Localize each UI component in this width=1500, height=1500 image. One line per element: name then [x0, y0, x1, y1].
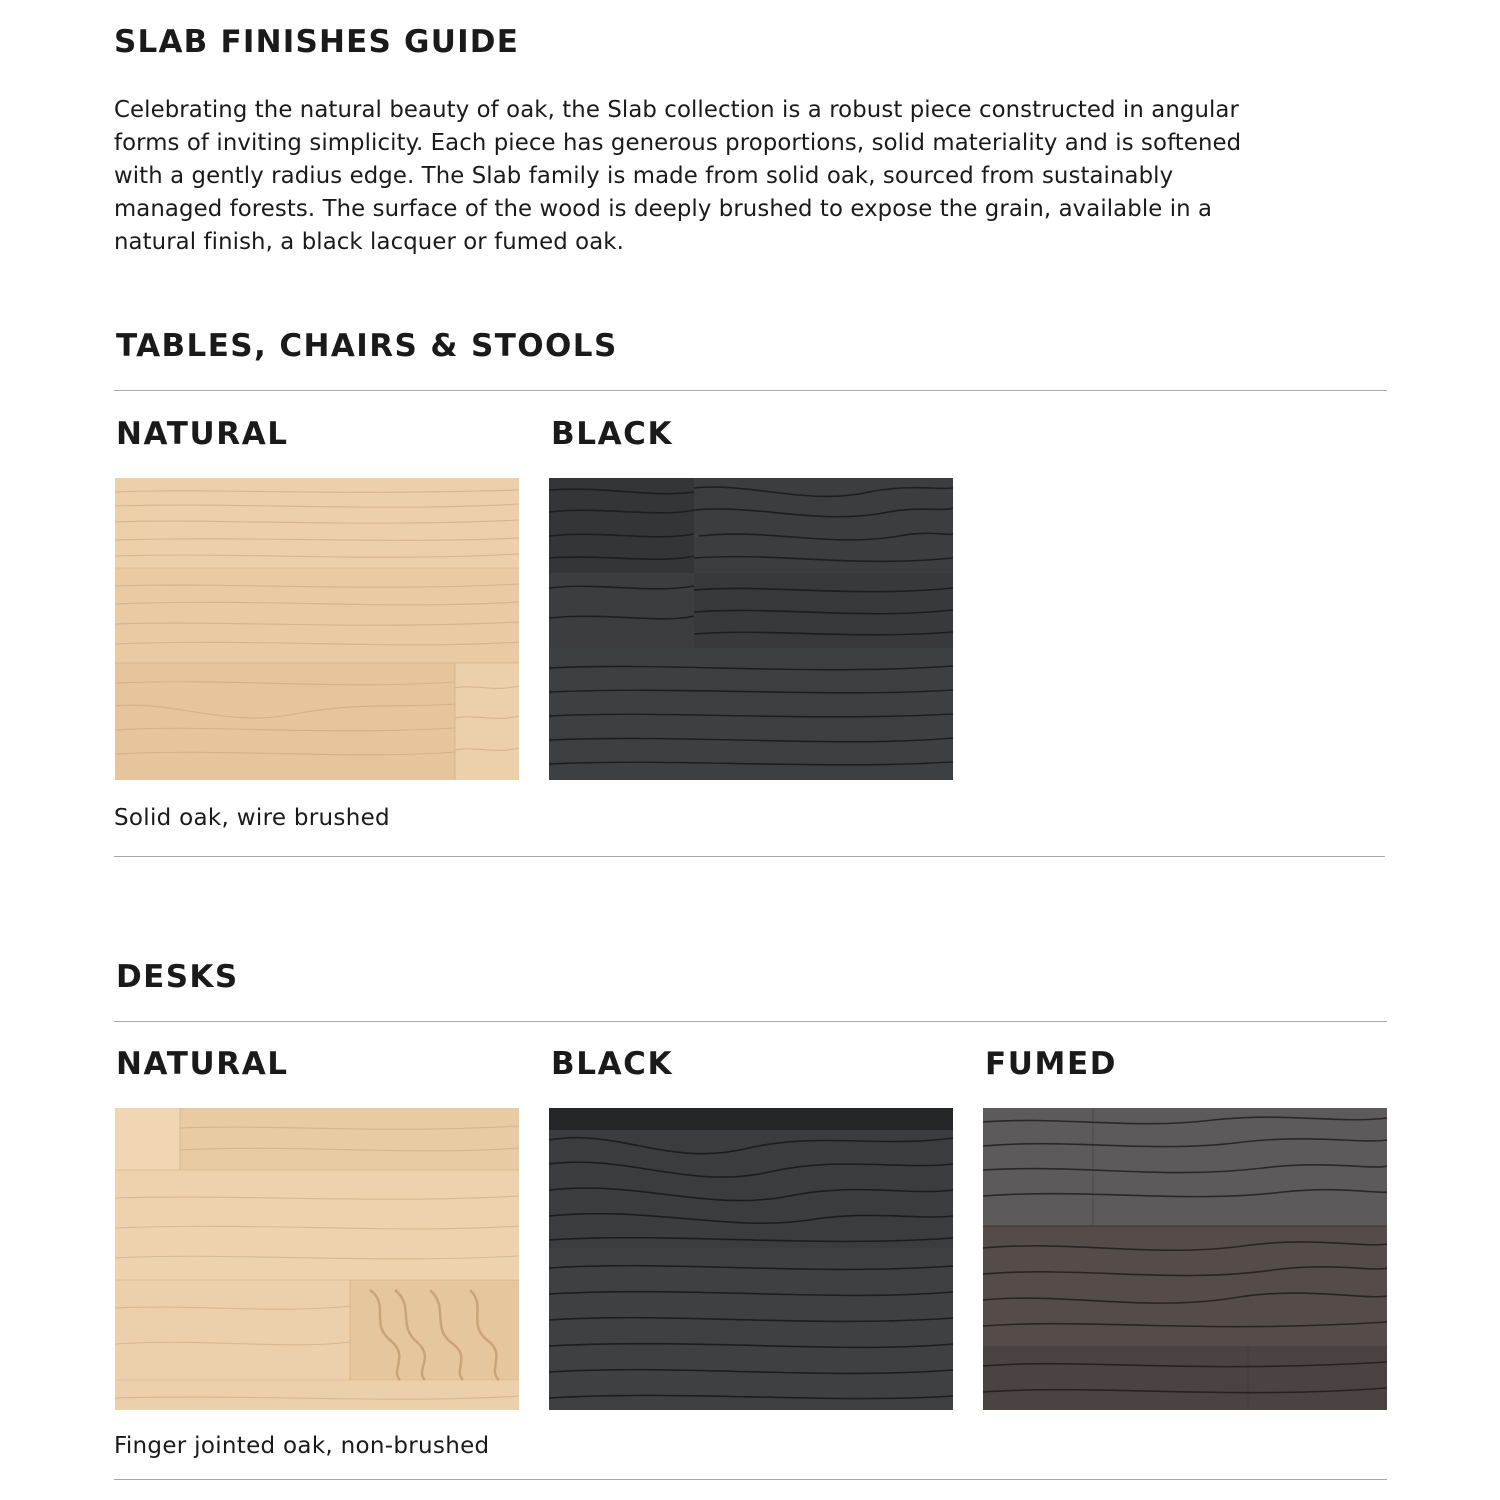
black-oak-swatch [549, 1108, 953, 1410]
section-divider [114, 856, 1385, 857]
section-title-tables: TABLES, CHAIRS & STOOLS [116, 328, 618, 364]
section-divider [114, 390, 1387, 391]
intro-paragraph [114, 94, 1376, 259]
section-title-desks: DESKS [116, 959, 239, 995]
finish-label-fumed: FUMED [985, 1046, 1118, 1082]
natural-oak-swatch [115, 1108, 519, 1410]
page-title: SLAB FINISHES GUIDE [114, 24, 520, 60]
intro-line: forms of inviting simplicity. Each piece has generous proportions, solid materiality and is softened [114, 130, 1242, 156]
finish-caption: Finger jointed oak, non-brushed [114, 1433, 490, 1459]
section-divider [114, 1021, 1387, 1022]
intro-line: with a gently radius edge. The Slab family is made from solid oak, sourced from sustainably [114, 163, 1174, 189]
finish-label-black: BLACK [551, 416, 674, 452]
finish-label-natural: NATURAL [116, 416, 289, 452]
finish-label-black: BLACK [551, 1046, 674, 1082]
finish-caption: Solid oak, wire brushed [114, 805, 390, 831]
fumed-oak-swatch [983, 1108, 1387, 1410]
section-divider [114, 1479, 1387, 1480]
finish-label-natural: NATURAL [116, 1046, 289, 1082]
intro-line: Celebrating the natural beauty of oak, the Slab collection is a robust piece constructed in angular [114, 97, 1239, 123]
natural-oak-swatch [115, 478, 519, 780]
intro-line: natural finish, a black lacquer or fumed oak. [114, 229, 624, 255]
intro-line: managed forests. The surface of the wood is deeply brushed to expose the grain, available in a [114, 196, 1213, 222]
black-oak-swatch [549, 478, 953, 780]
